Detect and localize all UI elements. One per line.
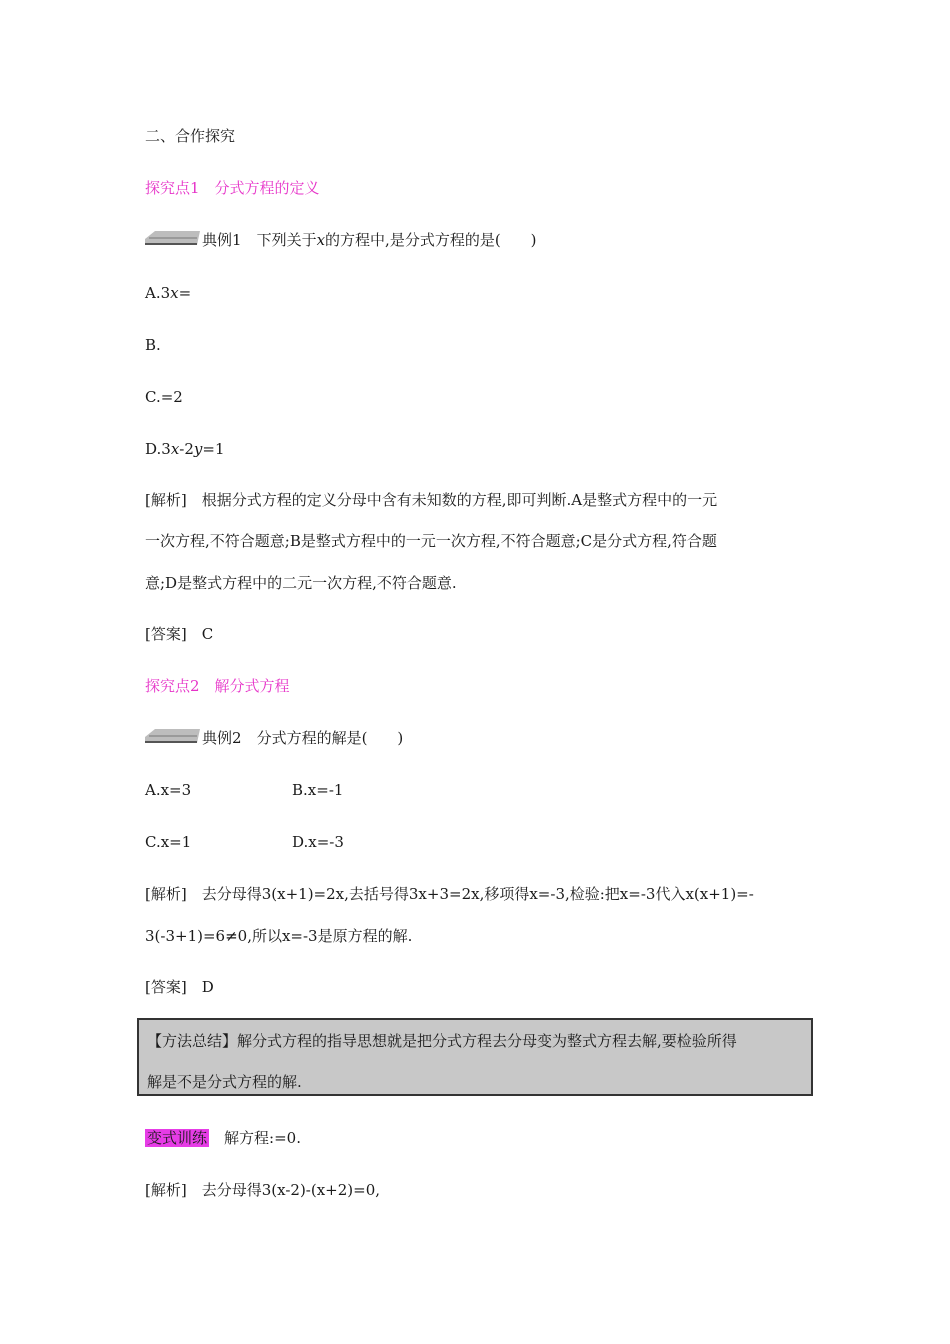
ex2-option-c: C.x=1: [145, 833, 192, 851]
ex2-option-a: A.x=3: [145, 781, 192, 799]
ex2-analysis-line1: [解析] 去分母得3(x+1)=2x,去括号得3x+3=2x,移项得x=-3,检验:把x=-3代入x(x+1)=-: [145, 885, 754, 903]
ex2-analysis-line2: 3(-3+1)=6≠0,所以x=-3是原方程的解.: [145, 927, 413, 945]
summary-line1: 【方法总结】解分式方程的指导思想就是把分式方程去分母变为整式方程去解,要检验所得: [147, 1032, 737, 1050]
variant-tag: 变式训练: [147, 1129, 208, 1147]
point2-heading: 探究点2 解分式方程: [145, 677, 290, 695]
summary-line2: 解是不是分式方程的解.: [147, 1073, 302, 1091]
ex1-option-b: B.: [145, 336, 161, 354]
variant-question: 变式训练 解方程:=0.: [147, 1129, 301, 1147]
point1-heading: 探究点1 分式方程的定义: [145, 179, 320, 197]
ex2-option-d: D.x=-3: [292, 833, 344, 851]
variant-analysis: [解析] 去分母得3(x-2)-(x+2)=0,: [145, 1181, 381, 1199]
ex2-answer: [答案] D: [145, 978, 214, 996]
method-summary-box: [137, 1018, 813, 1096]
section-title: 二、合作探究: [145, 127, 236, 145]
ex1-analysis-line3: 意;D是整式方程中的二元一次方程,不符合题意.: [145, 574, 457, 592]
ex1-option-d: D.3x-2y=1: [145, 440, 225, 458]
ex1-option-c: C.=2: [145, 388, 183, 406]
ex2-option-b: B.x=-1: [292, 781, 344, 799]
example-tag-icon: [145, 229, 200, 247]
ex1-analysis-line2: 一次方程,不符合题意;B是整式方程中的一元一次方程,不符合题意;C是分式方程,符合题: [145, 532, 717, 550]
ex1-analysis-line1: [解析] 根据分式方程的定义分母中含有未知数的方程,即可判断.A是整式方程中的一元: [145, 491, 718, 509]
example1-question: 典例1 下列关于x的方程中,是分式方程的是( ): [202, 231, 537, 249]
ex1-option-a: A.3x=: [145, 284, 192, 302]
ex1-answer: [答案] C: [145, 625, 214, 643]
example2-question: 典例2 分式方程的解是( ): [202, 729, 404, 747]
example-tag-icon: [145, 727, 200, 745]
